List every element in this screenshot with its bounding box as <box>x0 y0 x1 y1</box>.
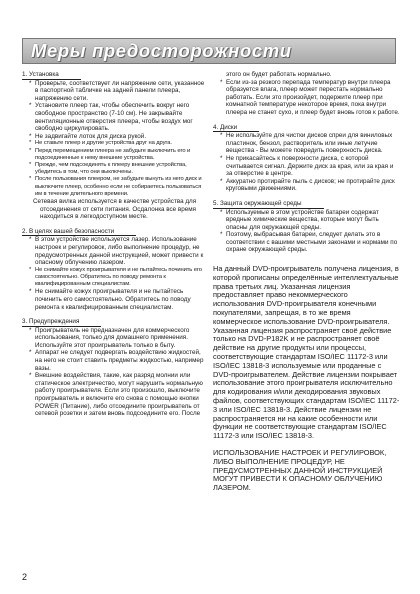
list-item: * Не ставьте плеер и другие устройства друг на друга. <box>22 140 208 147</box>
list-item: * Проверьте, соответствует ли напряжение сети, указанное в паспортной табличке на задней панели плеера, напряжению сети. <box>22 80 208 103</box>
continued-text: этого он будет работать нормально. <box>226 71 332 78</box>
license-paragraph: На данный DVD-проигрыватель получена лицензия, в которой прописаны определённые интеллектуальные права третьих лиц. Указанная лицензия предоставляет право некоммерческого использования DVD-проигрывателя конечными покупателями, запрещая, в то же время коммерческое использование DVD-проигрывателя. Указанная лицензия распространяет своё действие только на DVD-P182K и не распространяет своё действие на другие продукты или процессы, соответствующие стандартам ISO/IEC 11172-3 или ISO/IEC 13818-3 используемые или проданные с DVD-проигрывателем. Действие лицензии покрывает использование этого проигрывателя исключительно для кодирования и/или декодирования звуковых файлов, соответствующих стандартам ISO/IEC 11172-3 или ISO/IEC 13818-3. Действие лицензии не распространяется ни на какие особенности или функции не соответствующие стандартам ISO/IEC 11172-3 или ISO/IEC 13818-3. <box>213 264 400 441</box>
laser-warning-caps: ИСПОЛЬЗОВАНИЕ НАСТРОЕК И РЕГУЛИРОВОК, ЛИБО ВЫПОЛНЕНИЕ ПРОЦЕДУР, НЕ ПРЕДУСМОТРЕННЫХ ДАННОЙ ИНСТРУКЦИЕЙ МОГУТ ПРИВЕСТИ К ОПАСНОМУ ОБЛУЧЕНИЮ ЛАЗЕРОМ. <box>213 448 387 493</box>
section-title: 5. Защита окружающей среды <box>213 200 324 209</box>
section-environment <box>213 200 401 254</box>
section-installation <box>22 71 208 221</box>
list-item: * Поэтому, выбрасывая батареи, следует делать это в соответствии с вашими местными законами и нормами по охране окружающей среды. <box>213 231 401 254</box>
page-title: Меры предосторожности <box>31 40 292 61</box>
section-title: 4. Диски <box>213 124 259 133</box>
list-item: * В этом устройстве используется лазер. Использование настроек и регулировок, либо выполнение процедур, не предусмотренных данной инструкцией, может привести к опасному облучению лазером. <box>22 236 208 266</box>
page-number: 2 <box>22 572 28 582</box>
bullet-list <box>22 80 208 198</box>
list-item: * Не задвигайте лоток для диска рукой. <box>22 133 208 141</box>
list-item: * Установите плеер так, чтобы обеспечить вокруг него свободное пространство (7-10 см). Не закрывайте вентиляционные отверстия плеера, чтобы воздух мог свободно циркулировать. <box>22 102 208 132</box>
section-safety <box>22 228 208 311</box>
bullet-list <box>213 79 401 117</box>
list-item: * После пользования плеером, не забудьте вынуть из него диск и выключите плеер, особенно если не собираетесь пользоваться им в течение длительного времени. <box>22 176 208 198</box>
list-item: * Не снимайте кожух проигрывателя и не пытайтесь починить его самостоятельно. Обратитесь по поводу ремонта к квалифицированным специалистам. <box>22 288 208 311</box>
bullet-list <box>213 209 401 255</box>
note-text: Сетевая вилка используется в качестве устройства для отсоединения от сети питания. Оcдaлoнкa все время находиться в легкодоступном месте. <box>33 197 197 221</box>
section-title: 3. Предупреждения <box>22 318 101 327</box>
list-item: * Аппарат не следует подвергать воздействию жидкостей, на него не стоит ставить предметы жидкостью, например вазы. <box>22 349 208 372</box>
list-item: * Проигрыватель не предназначен для коммерческого использования, только для домашнего применения. Используйте этот проигрыватель только в быту. <box>22 327 208 350</box>
list-item: * Перед перемещением плеера не забудьте выключить его и подсоединенные к нему внешние устройства. <box>22 148 208 162</box>
list-item: * Если из-за резкого перепада температур внутри плеера образуется влага, плеер может перестать нормально работать. Если это произойдет, подержите плеер при комнатной температуре некоторое время, пока внутри плеера не станет сухо, и плеер будет вновь готов к работе. <box>213 79 401 117</box>
left-column <box>22 71 208 418</box>
list-item: * Не прикасайтесь к поверхности диска, с которой считывается сигнал. Держите диск за края, или за края и за отверстие в центре. <box>213 155 401 178</box>
section-warnings <box>22 318 208 418</box>
list-item: * Прежде, чем подсоединять к плееру внешние устройства, убедитесь в том, что они выключены. <box>22 162 208 176</box>
list-item: * Используемые в этом устройстве батареи содержат вредные химические вещества, которые могут быть опасны для окружающей среды. <box>213 209 401 232</box>
right-column <box>213 71 401 493</box>
section-title: 2. В целях вашей безопасности <box>22 228 136 237</box>
list-item: * Аккуратно протирайте пыль с дисков; не протирайте диск круговыми движениями. <box>213 178 401 193</box>
section-title: 1. Установка <box>22 71 81 80</box>
list-item: * Не снимайте кожух проигрывателя и не пытайтесь починить его самостоятельно. Обратитесь по поводу ремонта к квалифицированным специалистам. <box>22 267 208 289</box>
bullet-list <box>22 327 208 418</box>
section-header-bar <box>22 38 396 64</box>
section-discs <box>213 124 401 193</box>
bullet-list <box>22 236 208 311</box>
list-item: * Внешние воздействия, такие, как разряд молнии или статическое электричество, могут нарушить нормальную работу проигрывателя. Если это произошло, выключите проигрыватель и включите его снова с помощью кнопки POWER (Питание), либо отсоедините проигрыватель от сетевой розетки и затем вновь подсоедините его. После <box>22 372 208 418</box>
bullet-list <box>213 132 401 193</box>
list-item: * Не используйте для чистки дисков спреи для виниловых пластинок, бензол, растворитель или иные летучие вещества - Вы можете повредить поверхность диска. <box>213 132 401 155</box>
